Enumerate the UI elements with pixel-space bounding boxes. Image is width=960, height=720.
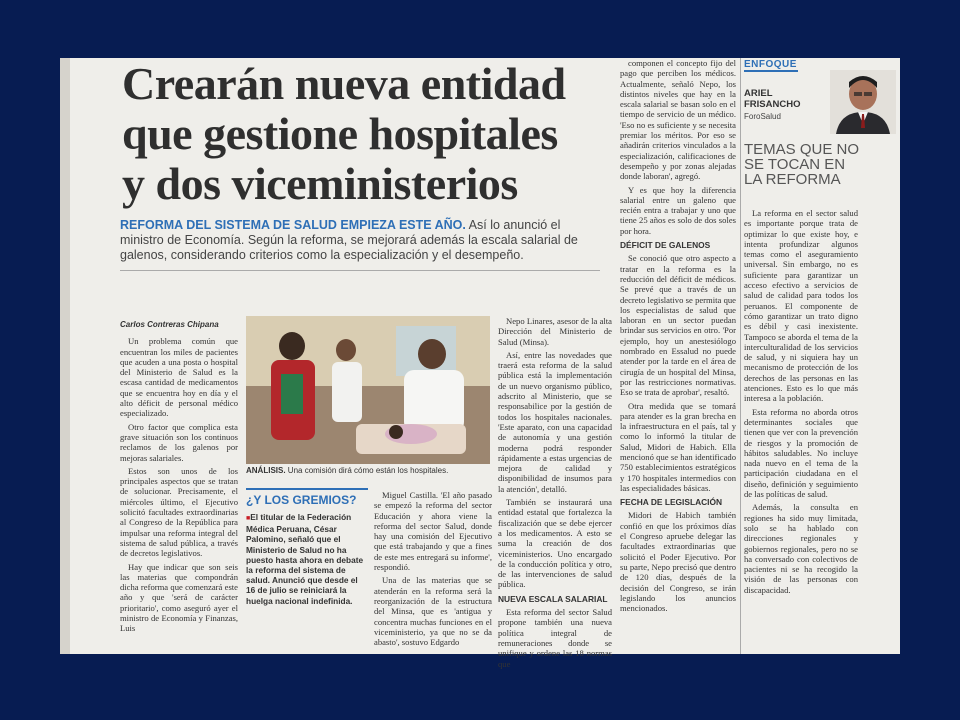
article-column-1 xyxy=(120,320,238,637)
paragraph: Otra medida que se tomará para atender es la gran brecha en la infraestructura en el país, tal y como lo informó la titular de Salud, Midori de Habich. Ella mencionó que se han identificado 750 establecimientos estratégicos y 170 hospitales intermedios con las especialidades básicas. xyxy=(620,400,736,493)
paragraph: componen el concepto fijo del pago que perciben los médicos. Actualmente, señaló Nepo, los distintos niveles que hay en la escala salarial se basan solo en el tiempo de servicio de un médico. 'Eso no es suficiente y se necesita premiar los méritos. Por eso se añadirán criterios vinculados a la especialización, calificaciones de desempeño y por zonas alejadas donde laboran', agregó. xyxy=(620,58,736,182)
box-text: ■ El titular de la Federación Médica Peruana, César Palomino, señaló que el Ministerio de Salud no ha puesto hasta ahora en debate la reforma del sistema de salud. Anunció que desde el 16 de julio se reiniciará la huelga nacional indefinida. xyxy=(246,512,368,606)
columnist-portrait xyxy=(830,70,896,134)
caption-text: Una comisión dirá cómo están los hospitales. xyxy=(287,466,449,475)
paragraph: Esta reforma no aborda otros determinantes sociales que tienen que ver con la prevención de riesgos y la promoción de hábitos saludables. No incluye nada nuevo en el tema de la participación ciudadana en el diseño, definición y seguimiento de las políticas de salud. xyxy=(744,406,858,500)
sidebar-box-gremios xyxy=(246,488,368,606)
opinion-title: TEMAS QUE NO SE TOCAN EN LA REFORMA xyxy=(744,141,860,188)
headline-line-3: y dos viceministerios xyxy=(122,158,518,209)
paragraph: Miguel Castilla. 'El año pasado se empezó la reforma del sector Educación y ahora viene la reforma del sector Salud, donde hay una comisión del Ejecutivo que está trabajando y que a fines de este mes entregará su informe', respondió. xyxy=(374,490,492,573)
opinion-body xyxy=(744,208,858,598)
article-column-4 xyxy=(620,58,736,616)
paragraph: Un problema común que encuentran los miles de pacientes que acuden a una posta o hospital del Ministerio de Salud es la escasa cantidad de medicamentos que se encuentra hoy en día y el alto déficit de personal médico especializado. xyxy=(120,336,238,419)
headline-line-2: que gestione hospitales xyxy=(122,108,558,159)
paragraph: Nepo Linares, asesor de la alta Dirección del Ministerio de Salud (Minsa). xyxy=(498,316,612,347)
columnist-first-name: ARIEL xyxy=(744,88,773,99)
paragraph: Se conoció que otro aspecto a tratar en la reforma es la reducción del déficit de médicos. Se prevé que a través de un decreto legislativo se permita que los especialistas de salud que laboran en un sector puedan brindar sus servicios en otro. 'Por ejemplo, hoy un anestesiólogo nombrado en Essalud no puede atender por la tarde en el área de cirugía de un hospital del Minsa, por las restricciones normativas. Eso se trata de aprobar', resaltó. xyxy=(620,253,736,398)
deck-kicker: REFORMA DEL SISTEMA DE SALUD EMPIEZA ESTE AÑO. xyxy=(120,218,466,232)
paragraph: Una de las materias que se atenderán en la reforma será la reorganización de la estructura del Minsa, que es 'antigua y concentra muchas funciones en el viceministerio, ya que no se da abasto', sostuvo Edgardo xyxy=(374,575,492,648)
article-column-3 xyxy=(498,316,612,672)
paragraph: Midori de Habich también confió en que los próximos días el Congreso apruebe delegar las facultades extraordinarias que solicitó el Poder Ejecutivo. Por su parte, Nepo precisó que dentro de 120 días, después de la decisión del Congreso, se irán legislando los anuncios mencionados. xyxy=(620,510,736,614)
divider xyxy=(120,270,600,271)
paragraph: Así, entre las novedades que traerá esta reforma de la salud pública está la implementación de un nuevo organismo público, adscrito al Ministerio, que se responsabilice por la gestión de todos los hospitales nacionales. 'Este aparato, con una capacidad de autonomía y una gestión moderna podrá responder rápidamente a estas urgencias de mejora de calidad y disponibilidad de insumos para la atención', detalló. xyxy=(498,349,612,494)
byline: Carlos Contreras Chipana xyxy=(120,320,219,329)
paragraph: También se instaurará una entidad estatal que fortalezca la fiscalización que se debe ejercer a los medicamentos. A esto se suma la creación de dos viceministerios. Uno encargado de la conducción política y otro, de las intervenciones de salud pública. xyxy=(498,497,612,590)
column-divider xyxy=(740,58,741,654)
article-column-2 xyxy=(374,490,492,650)
opinion-header xyxy=(744,58,894,136)
photo-caption xyxy=(246,466,496,475)
newspaper-clipping xyxy=(60,58,900,669)
article-photo xyxy=(246,316,490,464)
paper-edge xyxy=(60,58,70,654)
caption-label: ANÁLISIS. xyxy=(246,466,286,475)
columnist-last-name: FRISANCHO xyxy=(744,99,801,110)
paragraph: Otro factor que complica esta grave situación son los continuos reclamos de los galenos por mejoras salariales. xyxy=(120,421,238,463)
paragraph: La reforma en el sector salud es importante porque trata de optimizar lo que existe hoy, e intenta profundizar algunos temas como el aseguramiento universal. Sin embargo, no es suficiente para garantizar un acceso efectivo a servicios de salud de calidad para todos los peruanos. El componente de cómo garantizar un trato digno es débil y casi inexistente. Tampoco se aborda el tema de la interculturalidad de los servicios de salud, y ni siquiera hay un mecanismo de protección de los derechos de las personas en las atenciones. Esto es lo que más interesa a la población. xyxy=(744,208,858,404)
paragraph: Estos son unos de los principales aspectos que se tratan de solucionar. Precisamente, el miércoles último, el Ejecutivo solicitó facultades extraordinarias al Congreso de la República para impulsar una reforma integral del sistema de salud pública, a través de decretos legislativos. xyxy=(120,465,238,559)
deck-text: Así lo anunció el ministro de Economía. Según la reforma, se mejorará además la escala salarial de galenos, considerando criterios como la especialización y el desempeño. xyxy=(120,218,578,262)
section-tag: ENFOQUE xyxy=(744,59,797,70)
paragraph: Además, la consulta en regiones ha sido muy limitada, solo se ha hablado con direcciones regionales y gobiernos regionales, pero no se ha conversado con colectivos de pacientes ni se ha recogido la visión de las personas con discapacidad. xyxy=(744,502,858,595)
subheading: FECHA DE LEGISLACIÓN xyxy=(620,497,723,508)
subheading: DÉFICIT DE GALENOS xyxy=(620,240,711,251)
photo-illustration xyxy=(246,316,490,464)
columnist-name xyxy=(744,88,824,110)
subheading: NUEVA ESCALA SALARIAL xyxy=(498,593,608,604)
box-title: ¿Y LOS GREMIOS? xyxy=(246,488,368,507)
columnist-org: ForoSalud xyxy=(744,112,781,121)
headline-line-1: Crearán nueva entidad xyxy=(122,58,566,109)
paragraph: Hay que indicar que son seis las materias que compondrán dicha reforma que comenzará este año y que 'será de carácter prioritario', como aseguró ayer el ministro de Economía y Finanzas, Luis xyxy=(120,561,238,634)
article-deck xyxy=(120,218,598,263)
paragraph: Esta reforma del sector Salud propone también una nueva política integral de remuneraciones donde se unifique y ordene las 18 normas que xyxy=(498,607,612,669)
paragraph: Y es que hoy la diferencia salarial entre un galeno que recién entra a trabajar y uno que tiene 25 años es solo de dos soles por hora. xyxy=(620,184,736,236)
